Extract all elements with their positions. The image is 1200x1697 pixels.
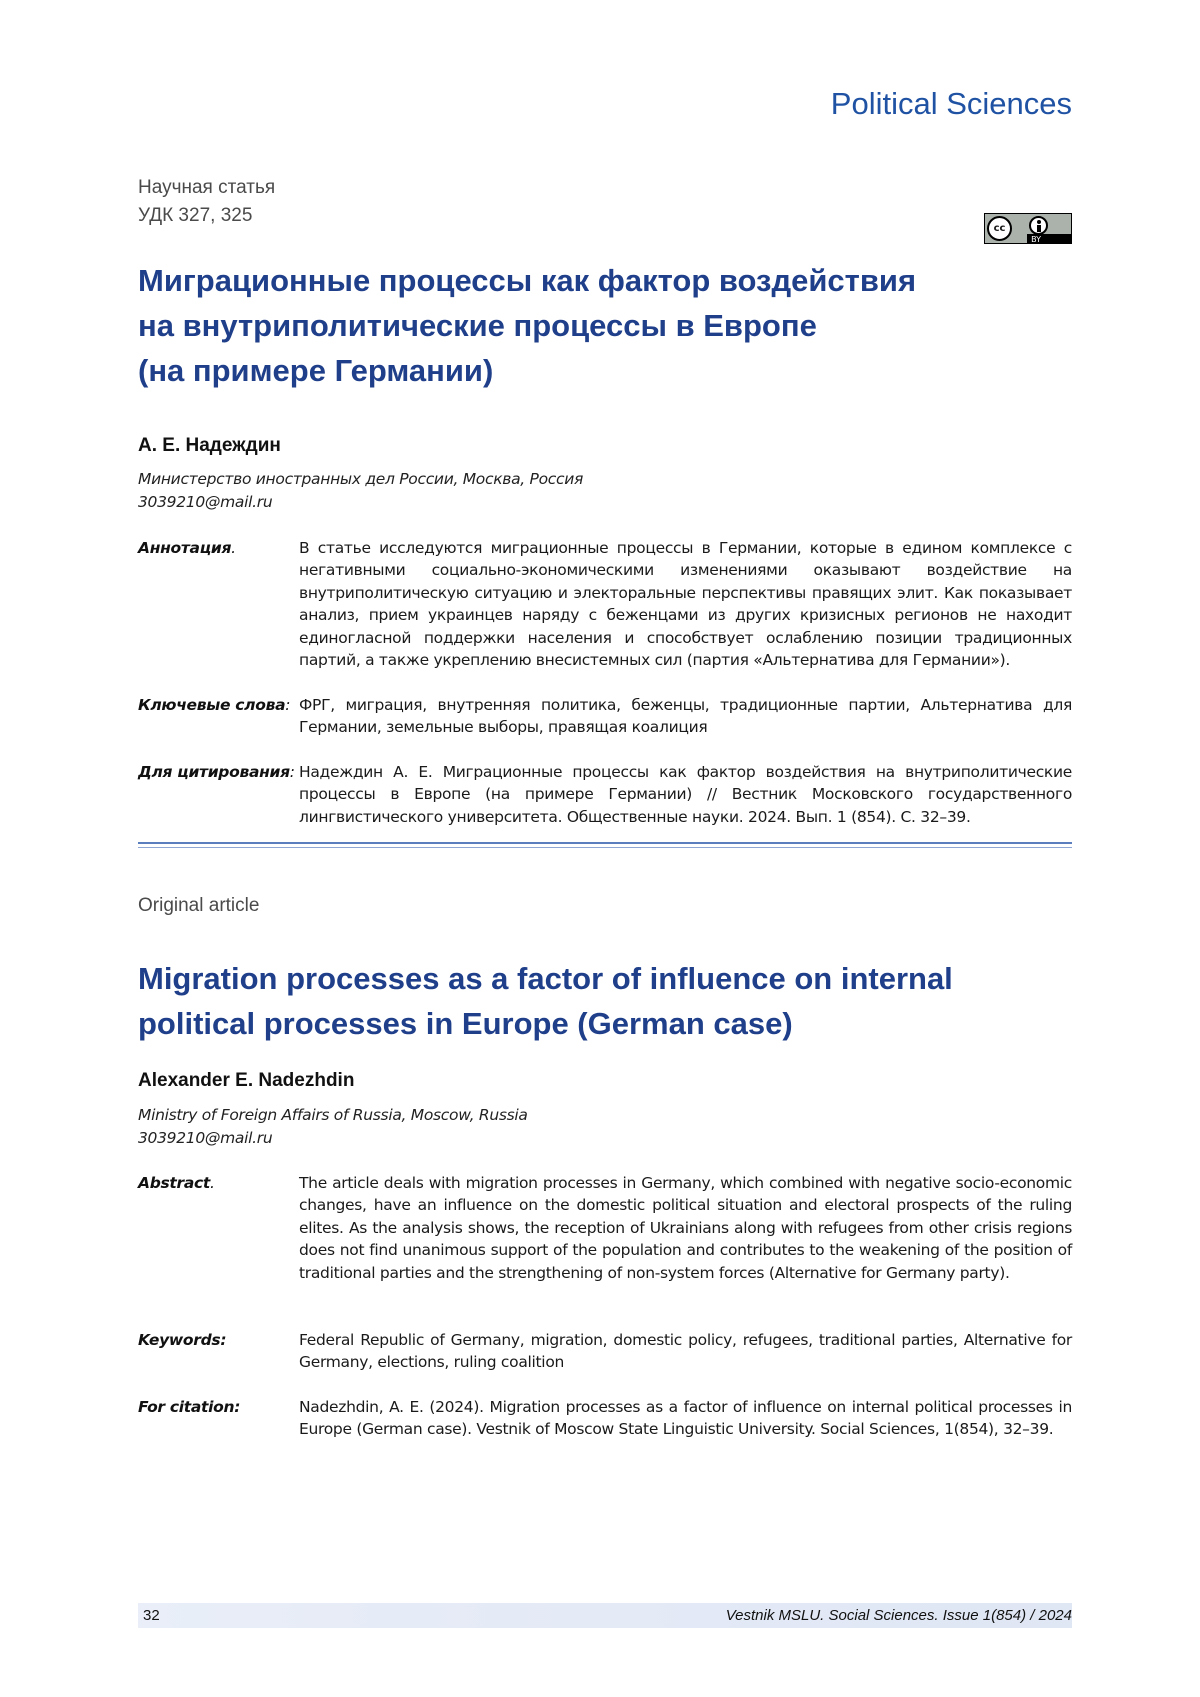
abstract-label-ru: Аннотация. <box>138 539 236 557</box>
title-line: Migration processes as a factor of influence on internal <box>138 956 953 1001</box>
abstract-label-en: Abstract. <box>138 1174 215 1192</box>
title-line: на внутриполитические процессы в Европе <box>138 303 916 348</box>
title-line: Миграционные процессы как фактор воздействия <box>138 258 916 303</box>
title-line: (на примере Германии) <box>138 348 916 393</box>
affiliation-text: Ministry of Foreign Affairs of Russia, Moscow, Russia <box>138 1104 528 1127</box>
article-type-en: Original article <box>138 895 259 917</box>
by-label: BY <box>1031 235 1041 244</box>
article-title-en <box>138 956 953 1046</box>
keywords-label-ru: Ключевые слова: <box>138 696 290 714</box>
page-number: 32 <box>143 1607 160 1624</box>
author-en: Alexander E. Nadezhdin <box>138 1070 354 1092</box>
affiliation-text: Министерство иностранных дел России, Москва, Россия <box>138 468 583 491</box>
author-ru: А. Е. Надеждин <box>138 435 281 457</box>
title-line: political processes in Europe (German case) <box>138 1001 953 1046</box>
author-email[interactable]: 3039210@mail.ru <box>138 1127 528 1150</box>
cc-by-license-badge[interactable] <box>984 213 1072 244</box>
person-icon <box>1029 216 1048 235</box>
citation-text-en: Nadezhdin, A. E. (2024). Migration processes as a factor of influence on internal political processes in Europe (German case). Vestnik of Moscow State Linguistic University. Social Sciences, 1(854), 32–39. <box>299 1396 1072 1441</box>
article-title-ru <box>138 258 916 393</box>
abstract-text-en: The article deals with migration processes in Germany, which combined with negative socio-economic changes, have an influence on the domestic political situation and electoral prospects of the ruling elites. As the analysis shows, the reception of Ukrainians along with refugees from other crisis regions does not find unanimous support of the population and contributes to the weakening of the position of traditional parties and the strengthening of non-system forces (Alternative for Germany party). <box>299 1172 1072 1284</box>
cc-icon: cc <box>987 216 1012 241</box>
citation-text-ru: Надеждин А. Е. Миграционные процессы как фактор воздействия на внутриполитические процессы в Европе (на примере Германии) // Вестник Московского государственного лингвистического университета. Общественные науки. 2024. Вып. 1 (854). С. 32–39. <box>299 761 1072 828</box>
article-type-ru: Научная статья <box>138 177 275 199</box>
keywords-text-ru: ФРГ, миграция, внутренняя политика, беженцы, традиционные партии, Альтернатива для Германии, земельные выборы, правящая коалиция <box>299 694 1072 739</box>
citation-label-ru: Для цитирования: <box>138 763 295 781</box>
section-title: Political Sciences <box>831 86 1072 122</box>
author-email[interactable]: 3039210@mail.ru <box>138 491 583 514</box>
keywords-text-en: Federal Republic of Germany, migration, domestic policy, refugees, traditional parties, Alternative for Germany, elections, ruling coalition <box>299 1329 1072 1374</box>
journal-footer: Vestnik MSLU. Social Sciences. Issue 1(854) / 2024 <box>726 1607 1072 1624</box>
section-divider-thin <box>138 847 1072 848</box>
udc-code: УДК 327, 325 <box>138 205 252 227</box>
section-divider <box>138 842 1072 844</box>
affiliation-en <box>138 1104 528 1150</box>
keywords-label-en: Keywords: <box>138 1331 226 1349</box>
affiliation-ru <box>138 468 583 514</box>
citation-label-en: For citation: <box>138 1398 240 1416</box>
abstract-text-ru: В статье исследуются миграционные процессы в Германии, которые в едином комплексе с негативными социально-экономическими изменениями оказывают воздействие на внутриполитическую ситуацию и электоральные перспективы правящих элит. Как показывает анализ, прием украинцев наряду с беженцами из других кризисных регионов не находит единогласной поддержки населения и способствует ослаблению позиции традиционных партий, а также укреплению внесистемных сил (партия «Альтернатива для Германии»). <box>299 537 1072 671</box>
page <box>138 0 1072 1697</box>
